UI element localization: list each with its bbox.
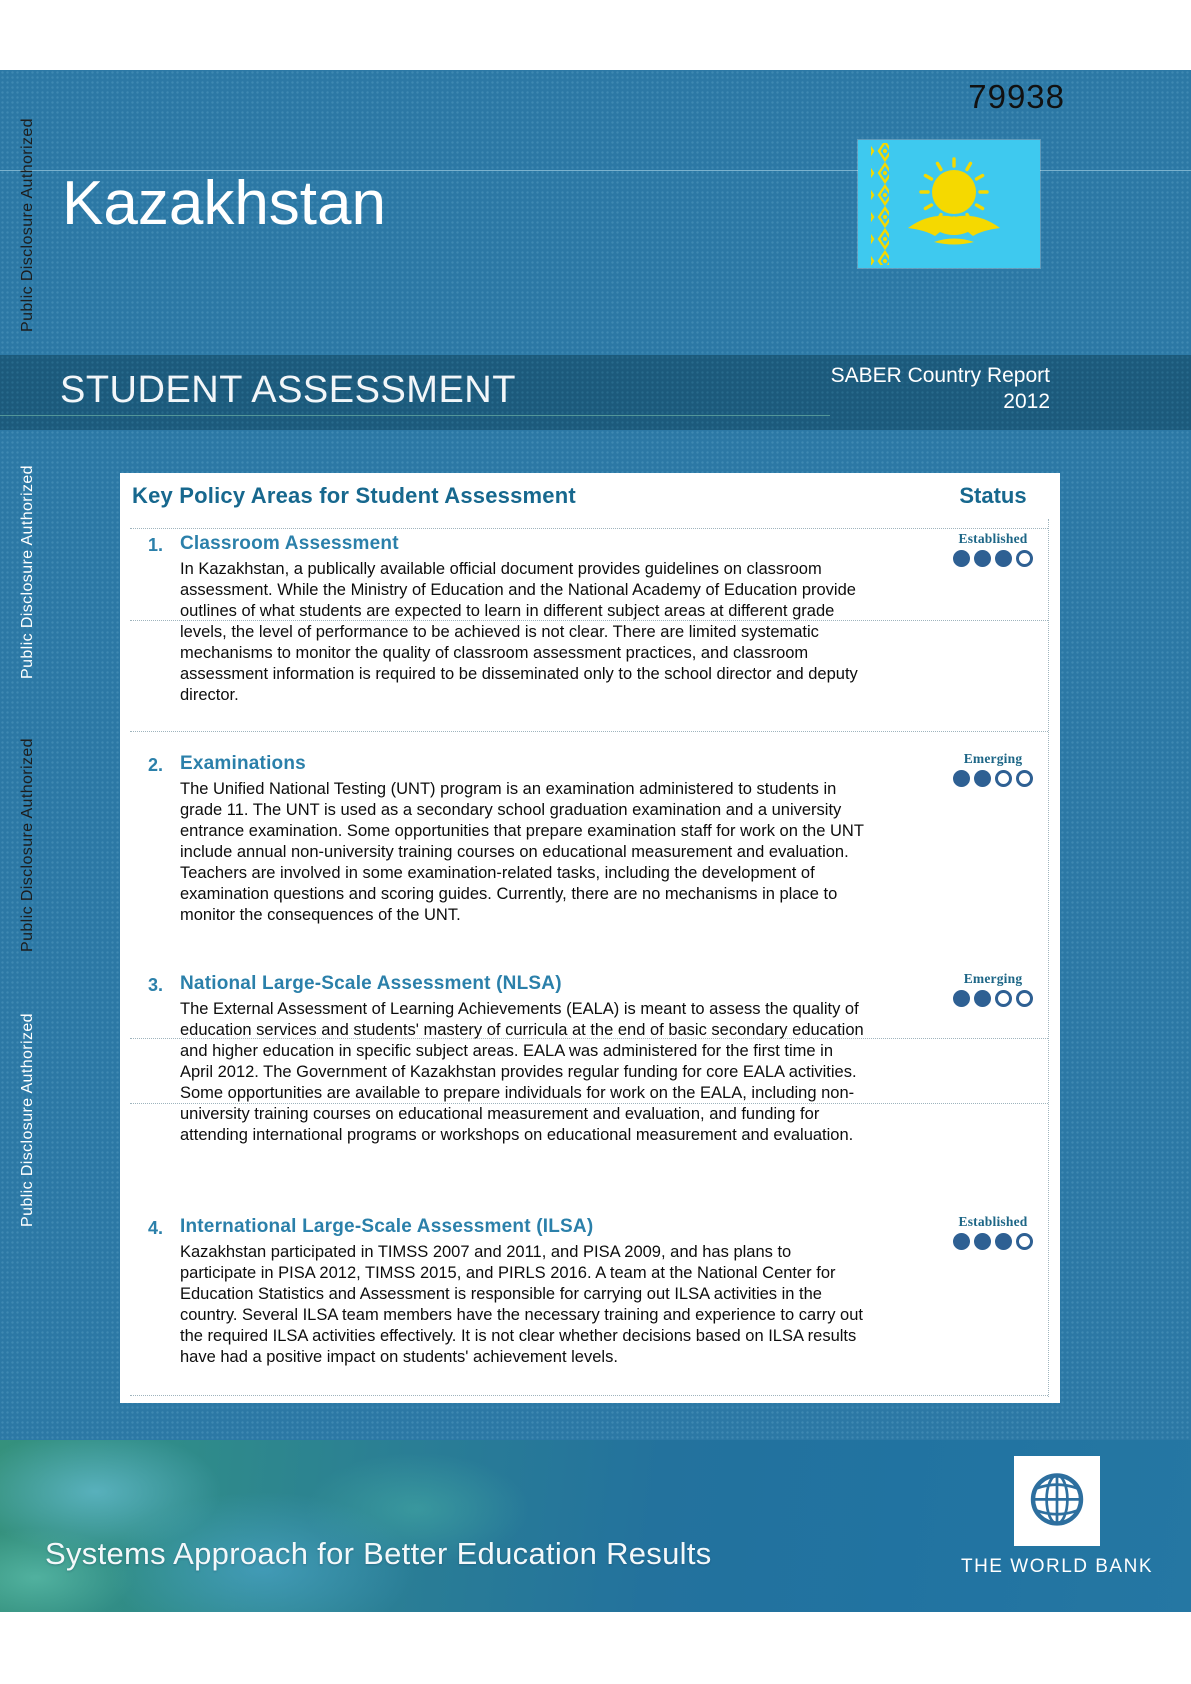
card-title: Key Policy Areas for Student Assessment [132,483,576,508]
status-indicator [926,751,1060,787]
disclosure-stamp-1: Public Disclosure Authorized [19,118,36,332]
section-number: 1. [148,535,164,555]
document-number: 79938 [968,78,1065,115]
dotted-rule [130,731,1048,732]
section-title: Examinations [180,753,306,774]
dotted-rule [130,528,1048,529]
section-body: In Kazakhstan, a publically available official document provides guidelines on classroom assessment. While the Ministry of Education and the National Academy of Education provide outlines of what students are expected to learn in different subject areas at different grade levels, the level of performance to be achieved is not clear. There are limited systematic mechanisms to monitor the quality of classroom assessment practices, and classroom assessment information is required to be disseminated only to the school director and deputy director. [180,560,858,704]
banner-title: STUDENT ASSESSMENT [60,369,516,411]
dotted-column-rule [1048,519,1049,1397]
status-column-header: Status [959,483,1027,508]
world-bank-logo-box [1014,1456,1100,1546]
status-label: Established [958,1214,1028,1229]
section-title: Classroom Assessment [180,533,399,554]
status-label: Emerging [963,751,1023,766]
status-dots [926,770,1060,787]
section-title: International Large-Scale Assessment (ILSA) [180,1216,594,1237]
status-indicator [926,531,1060,567]
banner-accent-line [0,415,830,416]
section-number: 2. [148,755,164,775]
kazakhstan-flag [858,140,1040,268]
disclosure-stamp-4: Public Disclosure Authorized [19,1013,36,1227]
country-title: Kazakhstan [62,169,386,238]
section-body: Kazakhstan participated in TIMSS 2007 and 2011, and PISA 2009, and has plans to participate in PISA 2012, TIMSS 2015, and PIRLS 2016. A team at the National Center for Education Statistics and Assessment is responsible for carrying out ILSA activities in the country. Several ILSA team members have the necessary training and experience to carry out the required ILSA activities effectively. It is not clear whether decisions based on ILSA results have had a positive impact on students' achievement levels. [180,1243,863,1366]
status-indicator [926,971,1060,1007]
section-number: 3. [148,975,164,995]
status-label: Established [958,531,1028,546]
saber-tagline: Systems Approach for Better Education Results [45,1536,712,1571]
report-year: 2012 [1003,390,1050,413]
disclosure-stamp-3: Public Disclosure Authorized [19,738,36,952]
report-label-block [650,363,1050,415]
status-label: Emerging [963,971,1023,986]
footer-band [0,1440,1191,1612]
report-label: SABER Country Report [830,364,1050,387]
key-policy-card [120,473,1060,1403]
status-dots [926,990,1060,1007]
status-dots [926,1233,1060,1250]
dotted-rule [130,1395,1048,1396]
section-number: 4. [148,1218,164,1238]
banner [0,355,1191,430]
status-dots [926,550,1060,567]
status-indicator [926,1214,1060,1250]
section-body: The Unified National Testing (UNT) program is an examination administered to students in grade 11. The UNT is used as a secondary school graduation examination and a university entrance examination. Some opportunities that prepare examination staff for work on the UNT include annual non-university training courses on educational measurement and evaluation. Teachers are involved in some examination-related tasks, including the development of examination questions and scoring guides. Currently, there are no mechanisms in place to monitor the consequences of the UNT. [180,780,864,924]
section-title: National Large-Scale Assessment (NLSA) [180,973,562,994]
disclosure-stamp-2: Public Disclosure Authorized [19,465,36,679]
flag-ornament-band [871,143,889,265]
footer-margin [0,1612,1191,1684]
section-body: The External Assessment of Learning Achievements (EALA) is meant to assess the quality of education services and students' mastery of curricula at the end of basic secondary education and higher education in specific subject areas. EALA was administered for the first time in April 2012. The Government of Kazakhstan provides regular funding for core EALA activities. Some opportunities are available to prepare individuals for work on the EALA, including non-university training courses on educational measurement and evaluation, and funding for attending international programs or workshops on educational measurement and evaluation. [180,1000,864,1144]
world-bank-globe-icon [1021,1463,1093,1539]
world-bank-label: THE WORLD BANK [960,1556,1154,1577]
